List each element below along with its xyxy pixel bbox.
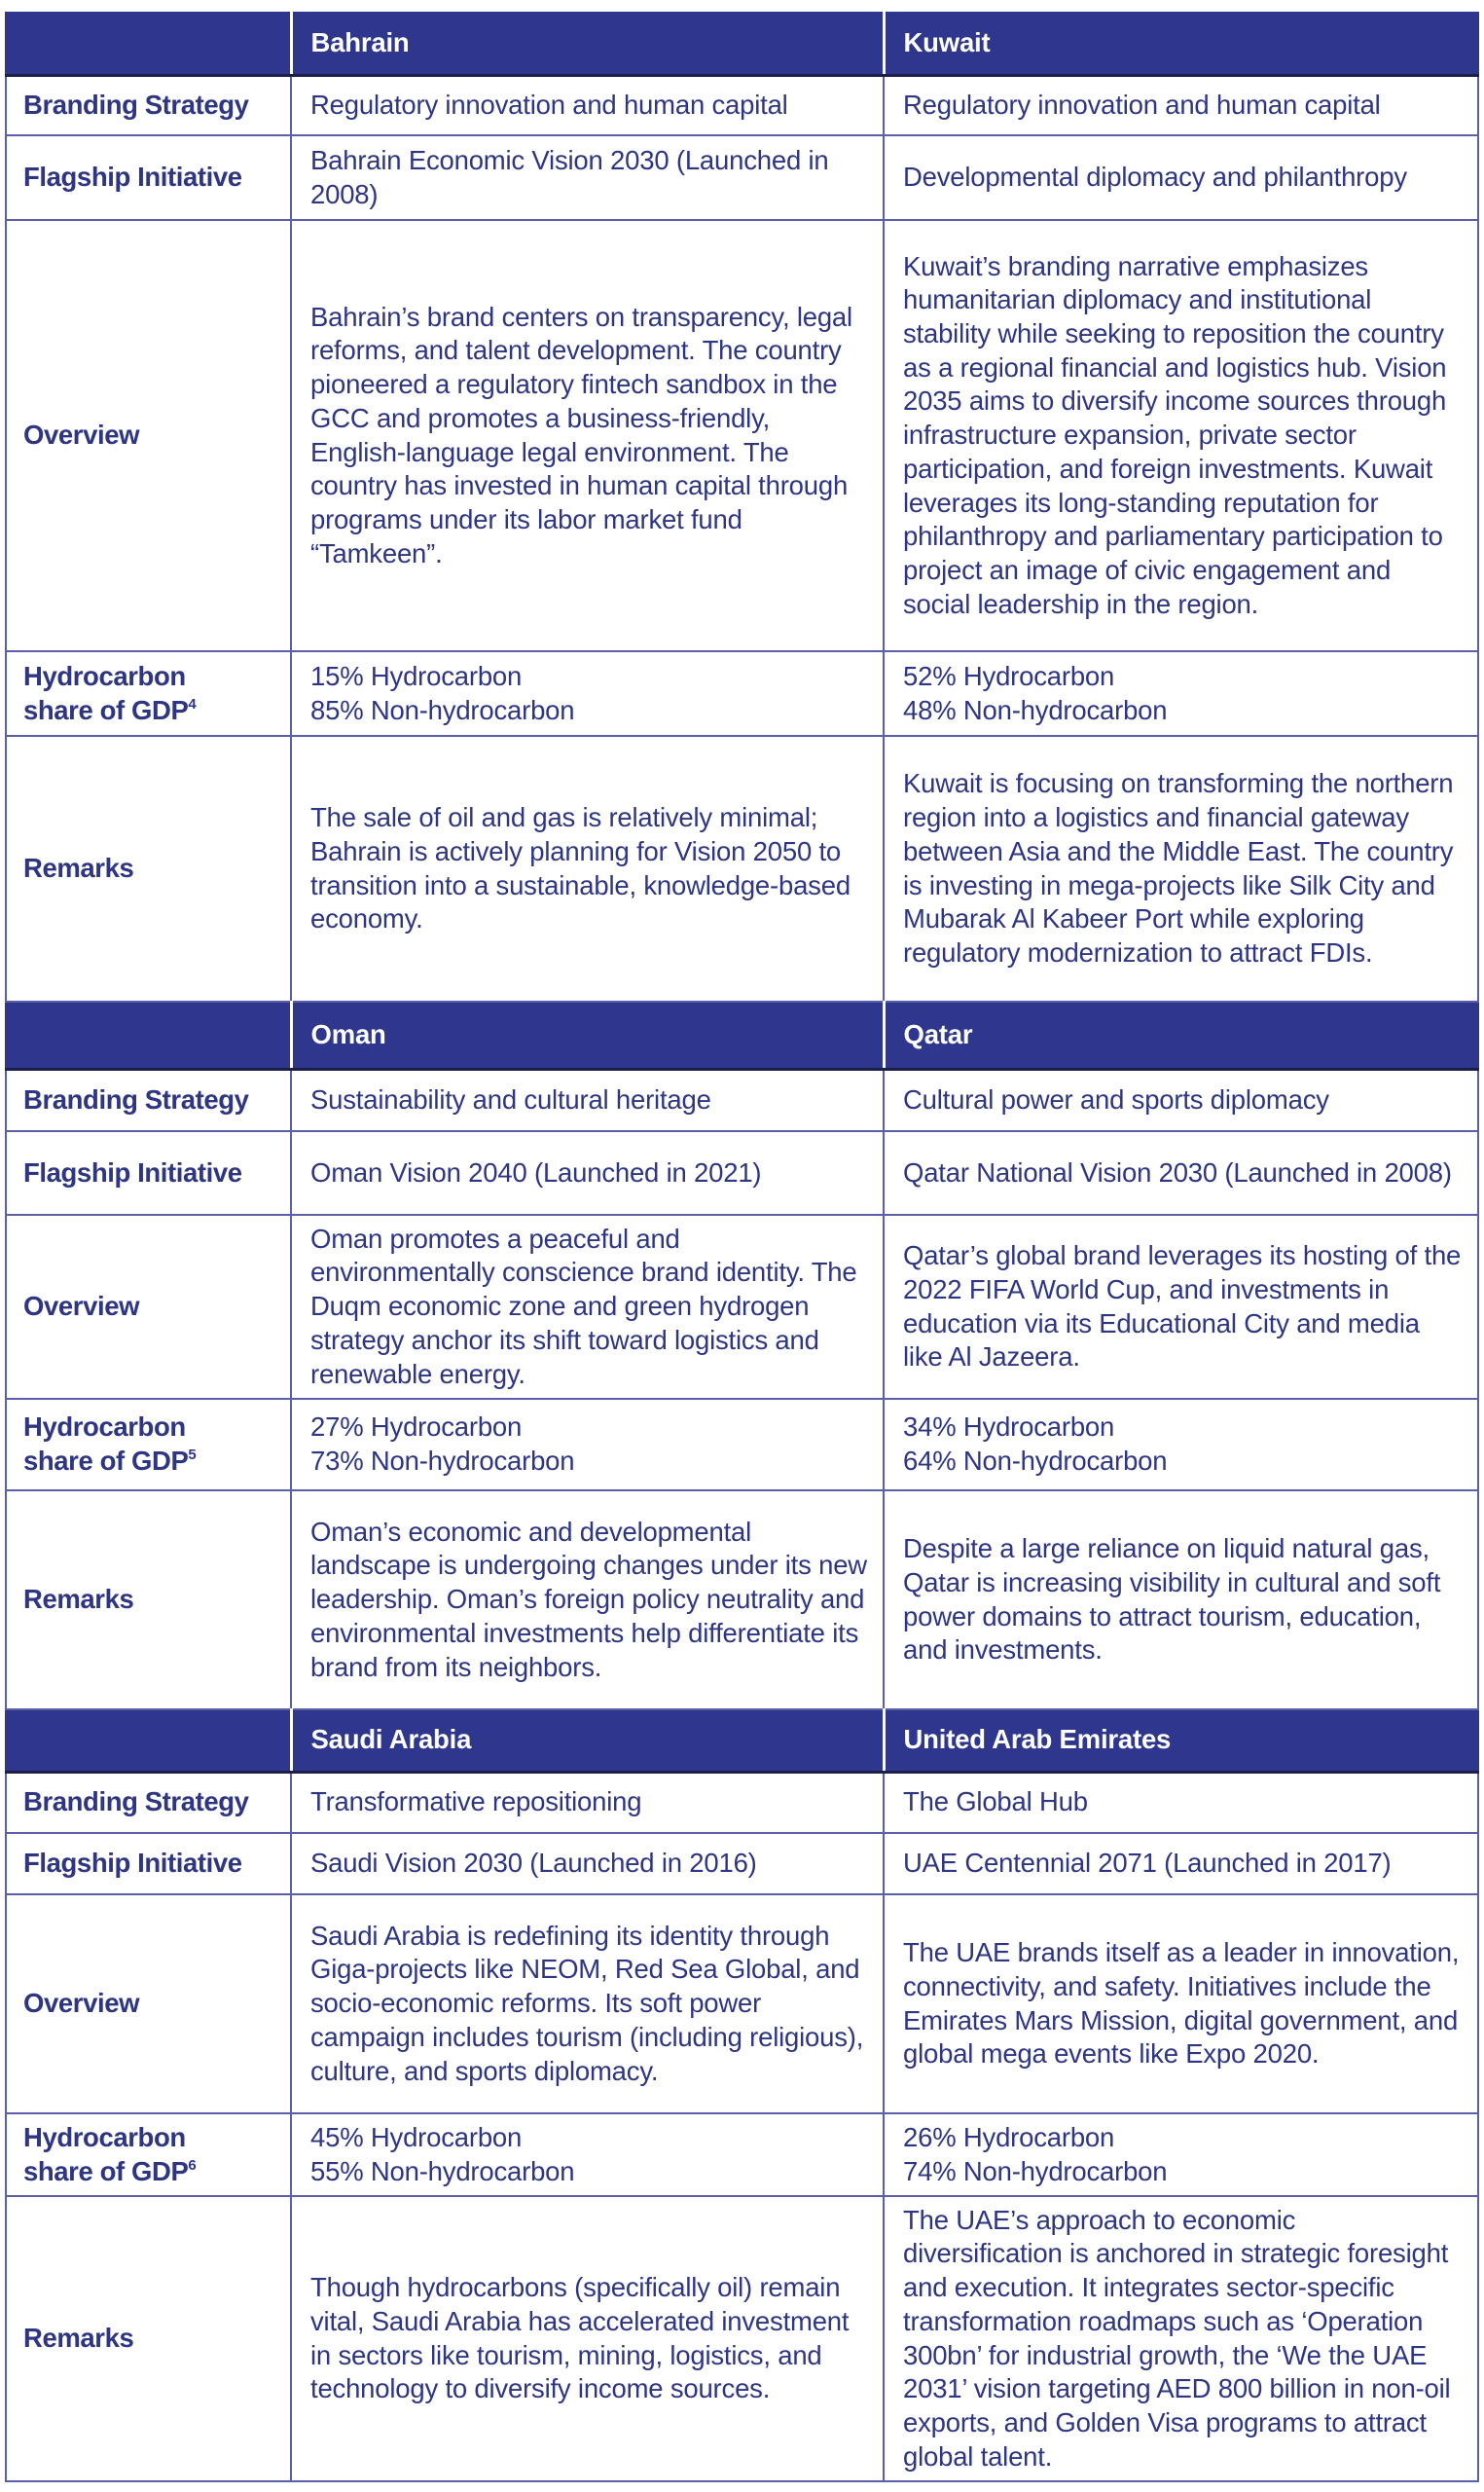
cell-saudi-branding: Transformative repositioning xyxy=(291,1772,884,1833)
table-row-branding-strategy xyxy=(6,1772,1478,1833)
cell-kuwait-branding: Regulatory innovation and human capital xyxy=(884,75,1478,135)
table-row-branding-strategy xyxy=(6,75,1478,135)
country-header-oman: Oman xyxy=(291,1002,884,1069)
table-row-branding-strategy xyxy=(6,1069,1478,1131)
cell-kuwait-overview: Kuwait’s branding narrative emphasizes humanitarian diplomacy and institutional stability while seeking to reposition the country as a regional financial and logistics hub. Vision 2035 aims to diversify income sources through infrastructure expansion, private sector participation, and foreign investments. Kuwait leverages its long-standing reputation for philanthropy and parliamentary participation to project an image of civic engagement and social leadership in the region. xyxy=(884,220,1478,651)
cell-bahrain-branding: Regulatory innovation and human capital xyxy=(291,75,884,135)
cell-uae-branding: The Global Hub xyxy=(884,1772,1478,1833)
cell-saudi-overview: Saudi Arabia is redefining its identity through Giga-projects like NEOM, Red Sea Global, and socio-economic reforms. Its soft power campaign includes tourism (including religious), culture, and sports diplomacy. xyxy=(291,1894,884,2113)
row-label-hydrocarbon-text: share of GDP xyxy=(23,1446,189,1476)
footnote-marker: 5 xyxy=(188,1447,197,1463)
country-header-saudi-arabia: Saudi Arabia xyxy=(291,1709,884,1772)
gcc-nation-branding-table xyxy=(5,12,1479,2482)
table-row-overview xyxy=(6,220,1478,651)
cell-uae-remarks: The UAE’s approach to economic diversification is anchored in strategic foresight and execution. It integrates sector-specific transformation roadmaps such as ‘Operation 300bn’ for industrial growth, the ‘We the UAE 2031’ vision targeting AED 800 billion in non-oil exports, and Golden Visa programs to attract global talent. xyxy=(884,2196,1478,2481)
row-label-hydrocarbon-line1: Hydrocarbon xyxy=(23,1411,186,1443)
row-label-hydrocarbon-share xyxy=(6,2113,291,2196)
table-row-flagship-initiative xyxy=(6,1833,1478,1894)
non-hydrocarbon-percent: 64% Non-hydrocarbon xyxy=(903,1446,1168,1476)
hydrocarbon-percent: 34% Hydrocarbon xyxy=(903,1411,1115,1443)
cell-bahrain-remarks: The sale of oil and gas is relatively minimal; Bahrain is actively planning for Vision 2050 to transition into a sustainable, knowledge-based economy. xyxy=(291,736,884,1002)
row-label-hydrocarbon-share xyxy=(6,651,291,736)
cell-oman-flagship: Oman Vision 2040 (Launched in 2021) xyxy=(291,1131,884,1215)
non-hydrocarbon-percent: 74% Non-hydrocarbon xyxy=(903,2155,1168,2186)
row-label-hydrocarbon-line1: Hydrocarbon xyxy=(23,2121,186,2152)
table-row-hydrocarbon-share xyxy=(6,651,1478,736)
footnote-marker: 4 xyxy=(188,695,197,713)
row-label-remarks: Remarks xyxy=(6,736,291,1002)
cell-bahrain-hydrocarbon xyxy=(291,651,884,736)
cell-qatar-overview: Qatar’s global brand leverages its hosting of the 2022 FIFA World Cup, and investments in education via its Educational City and media like Al Jazeera. xyxy=(884,1215,1478,1399)
cell-uae-hydrocarbon xyxy=(884,2113,1478,2196)
header-blank-cell xyxy=(6,13,291,75)
row-label-flagship-initiative: Flagship Initiative xyxy=(6,1131,291,1215)
row-label-branding-strategy: Branding Strategy xyxy=(6,1772,291,1833)
cell-kuwait-hydrocarbon xyxy=(884,651,1478,736)
cell-saudi-hydrocarbon xyxy=(291,2113,884,2196)
row-label-hydrocarbon-share xyxy=(6,1399,291,1490)
header-blank-cell xyxy=(6,1002,291,1069)
cell-oman-remarks: Oman’s economic and developmental landscape is undergoing changes under its new leadership. Oman’s foreign policy neutrality and environmental investments help differentiate its brand from its neighbors. xyxy=(291,1490,884,1709)
table-row-flagship-initiative xyxy=(6,135,1478,220)
table-row-overview xyxy=(6,1215,1478,1399)
hydrocarbon-percent: 26% Hydrocarbon xyxy=(903,2121,1115,2152)
cell-kuwait-remarks: Kuwait is focusing on transforming the northern region into a logistics and financial gateway between Asia and the Middle East. The country is investing in mega-projects like Silk City and Mubarak Al Kabeer Port while exploring regulatory modernization to attract FDIs. xyxy=(884,736,1478,1002)
cell-qatar-branding: Cultural power and sports diplomacy xyxy=(884,1069,1478,1131)
row-label-flagship-initiative: Flagship Initiative xyxy=(6,1833,291,1894)
country-header-bahrain: Bahrain xyxy=(291,13,884,75)
row-label-branding-strategy: Branding Strategy xyxy=(6,75,291,135)
cell-uae-flagship: UAE Centennial 2071 (Launched in 2017) xyxy=(884,1833,1478,1894)
row-label-remarks: Remarks xyxy=(6,1490,291,1709)
non-hydrocarbon-percent: 48% Non-hydrocarbon xyxy=(903,694,1168,725)
cell-qatar-remarks: Despite a large reliance on liquid natural gas, Qatar is increasing visibility in cultural and soft power domains to attract tourism, education, and investments. xyxy=(884,1490,1478,1709)
table-row-remarks xyxy=(6,2196,1478,2481)
cell-oman-branding: Sustainability and cultural heritage xyxy=(291,1069,884,1131)
header-blank-cell xyxy=(6,1709,291,1772)
cell-uae-overview: The UAE brands itself as a leader in innovation, connectivity, and safety. Initiatives include the Emirates Mars Mission, digital government, and global mega events like Expo 2020. xyxy=(884,1894,1478,2113)
non-hydrocarbon-percent: 85% Non-hydrocarbon xyxy=(310,694,575,725)
row-label-hydrocarbon-line2 xyxy=(23,1445,286,1479)
table-row-flagship-initiative xyxy=(6,1131,1478,1215)
section-header-saudi-uae xyxy=(6,1709,1478,1772)
row-label-branding-strategy: Branding Strategy xyxy=(6,1069,291,1131)
cell-saudi-flagship: Saudi Vision 2030 (Launched in 2016) xyxy=(291,1833,884,1894)
hydrocarbon-percent: 27% Hydrocarbon xyxy=(310,1411,523,1443)
cell-qatar-hydrocarbon xyxy=(884,1399,1478,1490)
footnote-marker: 6 xyxy=(188,2156,197,2174)
section-header-oman-qatar xyxy=(6,1002,1478,1069)
cell-bahrain-flagship: Bahrain Economic Vision 2030 (Launched in 2008) xyxy=(291,135,884,220)
hydrocarbon-percent: 45% Hydrocarbon xyxy=(310,2121,523,2152)
non-hydrocarbon-percent: 55% Non-hydrocarbon xyxy=(310,2155,575,2186)
table-row-remarks xyxy=(6,1490,1478,1709)
row-label-hydrocarbon-text: share of GDP xyxy=(23,694,189,725)
row-label-remarks: Remarks xyxy=(6,2196,291,2481)
row-label-hydrocarbon-line1: Hydrocarbon xyxy=(23,660,186,691)
row-label-overview: Overview xyxy=(6,220,291,651)
cell-saudi-remarks: Though hydrocarbons (specifically oil) remain vital, Saudi Arabia has accelerated investment in sectors like tourism, mining, logistics, and technology to diversify income sources. xyxy=(291,2196,884,2481)
country-header-qatar: Qatar xyxy=(884,1002,1478,1069)
cell-oman-hydrocarbon xyxy=(291,1399,884,1490)
table-row-remarks xyxy=(6,736,1478,1002)
cell-qatar-flagship: Qatar National Vision 2030 (Launched in 2008) xyxy=(884,1131,1478,1215)
section-header-bahrain-kuwait xyxy=(6,13,1478,75)
table-row-hydrocarbon-share xyxy=(6,2113,1478,2196)
row-label-overview: Overview xyxy=(6,1215,291,1399)
table-row-overview xyxy=(6,1894,1478,2113)
row-label-overview: Overview xyxy=(6,1894,291,2113)
table-row-hydrocarbon-share xyxy=(6,1399,1478,1490)
cell-kuwait-flagship: Developmental diplomacy and philanthropy xyxy=(884,135,1478,220)
cell-oman-overview: Oman promotes a peaceful and environmentally conscience brand identity. The Duqm economic zone and green hydrogen strategy anchor its shift toward logistics and renewable energy. xyxy=(291,1215,884,1399)
cell-bahrain-overview: Bahrain’s brand centers on transparency, legal reforms, and talent development. The country pioneered a regulatory fintech sandbox in the GCC and promotes a business-friendly, English-language legal environment. The country has invested in human capital through programs under its labor market fund “Tamkeen”. xyxy=(291,220,884,651)
row-label-hydrocarbon-line2 xyxy=(23,694,286,728)
row-label-flagship-initiative: Flagship Initiative xyxy=(6,135,291,220)
hydrocarbon-percent: 15% Hydrocarbon xyxy=(310,660,523,691)
row-label-hydrocarbon-line2 xyxy=(23,2155,286,2189)
non-hydrocarbon-percent: 73% Non-hydrocarbon xyxy=(310,1446,575,1476)
row-label-hydrocarbon-text: share of GDP xyxy=(23,2155,189,2186)
country-header-kuwait: Kuwait xyxy=(884,13,1478,75)
hydrocarbon-percent: 52% Hydrocarbon xyxy=(903,660,1115,691)
country-header-uae: United Arab Emirates xyxy=(884,1709,1478,1772)
